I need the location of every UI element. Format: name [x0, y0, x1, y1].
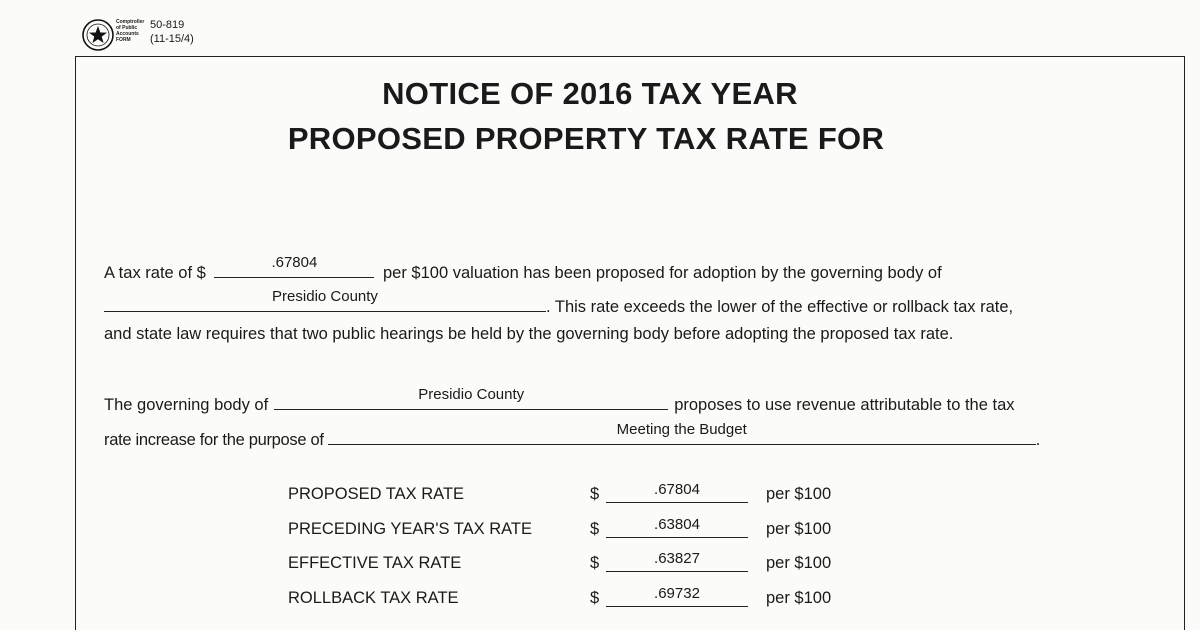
rate-underline [606, 571, 748, 572]
form-label: FORM [116, 37, 131, 43]
rate-underline [606, 606, 748, 607]
p2-prefix: The governing body of [104, 396, 269, 414]
paragraph1-line1 [104, 254, 942, 283]
p2-purpose-field [328, 421, 1036, 445]
paragraph1-line3: and state law requires that two public hearings be held by the governing body before adopting the proposed tax rate. [104, 325, 954, 343]
comptroller-seal-icon [82, 19, 114, 51]
rate-label: PROPOSED TAX RATE [288, 485, 465, 503]
rate-value: .63804 [654, 516, 700, 533]
rate-currency: $ [590, 485, 600, 503]
p1-line2-rest: . This rate exceeds the lower of the effective or rollback tax rate, [546, 298, 1014, 316]
rate-unit: per $100 [766, 554, 832, 572]
p2-entity-field [274, 386, 668, 410]
p2-purpose-value: Meeting the Budget [616, 421, 747, 438]
agency-text: Comptroller of Public Accounts [116, 19, 145, 37]
rate-value: .63827 [654, 550, 700, 567]
rate-unit: per $100 [766, 589, 832, 607]
form-number-block [150, 18, 194, 46]
p2-end: . [1035, 431, 1041, 449]
paragraph2-line1 [104, 386, 1015, 415]
rate-value: .69732 [654, 585, 700, 602]
form-revision: (11-15/4) [150, 33, 194, 45]
p2-middle: proposes to use revenue attributable to the tax [674, 396, 1015, 414]
rate-label: EFFECTIVE TAX RATE [288, 554, 462, 572]
rate-underline [606, 537, 748, 538]
page-title-line1: NOTICE OF 2016 TAX YEAR [382, 76, 798, 111]
page-title-line2: PROPOSED PROPERTY TAX RATE FOR [287, 121, 885, 156]
paragraph2-line2 [104, 421, 1041, 450]
rate-unit: per $100 [766, 485, 832, 503]
rate-label: ROLLBACK TAX RATE [288, 589, 459, 607]
rate-currency: $ [590, 520, 600, 538]
p1-middle: per $100 valuation has been proposed for adoption by the governing body of [383, 264, 942, 282]
p2-entity-value: Presidio County [418, 386, 525, 403]
rate-underline [606, 502, 748, 503]
rate-value: .67804 [654, 481, 700, 498]
rate-currency: $ [590, 554, 600, 572]
rate-label: PRECEDING YEAR'S TAX RATE [288, 520, 532, 538]
p1-prefix: A tax rate of $ [104, 264, 206, 282]
p1-entity-field [104, 288, 546, 312]
agency-name [116, 19, 148, 43]
form-number: 50-819 [150, 19, 185, 31]
paragraph1-line2 [104, 288, 1014, 317]
rate-currency: $ [590, 589, 600, 607]
p1-rate-field [214, 254, 374, 278]
p2-line2-prefix: rate increase for the purpose of [104, 431, 324, 449]
rate-unit: per $100 [766, 520, 832, 538]
p1-entity-value: Presidio County [272, 288, 378, 305]
p1-rate-value: .67804 [271, 254, 318, 271]
